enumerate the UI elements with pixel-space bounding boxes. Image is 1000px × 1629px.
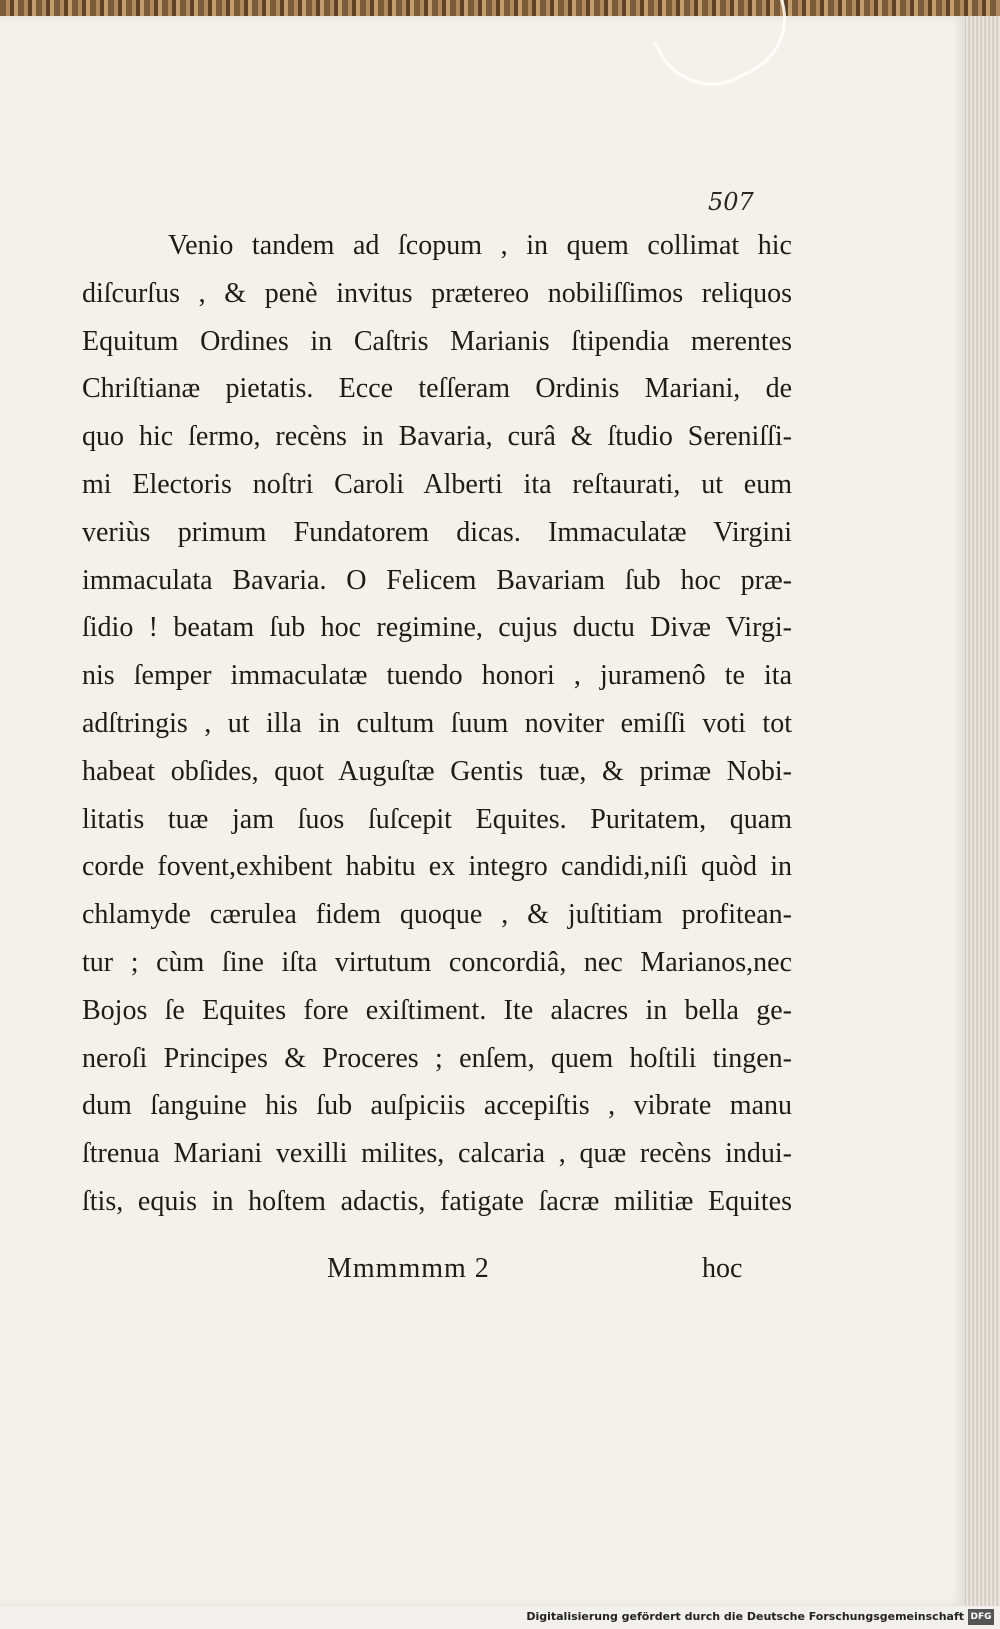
text-line: litatis tuæ jam ſuos ſuſcepit Equites. Puritatem, quam [82, 803, 792, 835]
book-edge-decoration [0, 0, 1000, 16]
funding-credit: Digitalisierung gefördert durch die Deutsche Forschungsgemeinschaft [526, 1610, 964, 1623]
text-line: chlamyde cærulea fidem quoque , & juſtitiam profitean- [82, 899, 792, 931]
text-line: nis ſemper immaculatæ tuendo honori , juramenô te ita [82, 660, 792, 692]
dfg-logo: DFG [968, 1609, 994, 1625]
signature-mark: Mmmmmm 2 [327, 1253, 490, 1284]
page-stack-edge [965, 16, 1000, 1606]
text-line: immaculata Bavaria. O Felicem Bavariam ſub hoc præ- [82, 564, 792, 596]
text-line: diſcurſus , & penè invitus prætereo nobiliſſimos reliquos [82, 277, 792, 309]
text-line: Equitum Ordines in Caſtris Marianis ſtipendia merentes [82, 325, 792, 357]
text-line: mi Electoris noſtri Caroli Alberti ita reſtaurati, ut eum [82, 468, 792, 500]
text-line: corde fovent,exhibent habitu ex integro candidi,niſi quòd in [82, 851, 792, 883]
text-line: Venio tandem ad ſcopum , in quem collimat hic [168, 230, 792, 261]
text-line: adſtringis , ut illa in cultum ſuum noviter emiſſi voti tot [82, 707, 792, 739]
text-line: veriùs primum Fundatorem dicas. Immaculatæ Virgini [82, 516, 792, 548]
text-line: tur ; cùm ſine iſta virtutum concordiâ, nec Marianos,nec [82, 946, 792, 978]
catchword: hoc [702, 1253, 743, 1284]
text-line: dum ſanguine his ſub auſpiciis accepiſtis , vibrate manu [82, 1090, 792, 1122]
page-footer-line [82, 1253, 792, 1293]
text-line: neroſi Principes & Proceres ; enſem, quem hoſtili tingen- [82, 1042, 792, 1074]
text-line: quo hic ſermo, recèns in Bavaria, curâ & ſtudio Sereniſſi- [82, 421, 792, 453]
text-line: ſtis, equis in hoſtem adactis, fatigate ſacræ militiæ Equites [82, 1185, 792, 1217]
digitization-footer [0, 1606, 1000, 1629]
page-number: 507 [708, 188, 754, 216]
text-line: ſtrenua Mariani vexilli milites, calcaria , quæ recèns indui- [82, 1138, 792, 1170]
text-line: ſidio ! beatam ſub hoc regimine, cujus ductu Divæ Virgi- [82, 612, 792, 644]
text-line: Chriſtianæ pietatis. Ecce teſſeram Ordinis Mariani, de [82, 373, 792, 405]
body-text [82, 222, 792, 1226]
text-line: habeat obſides, quot Auguſtæ Gentis tuæ, & primæ Nobi- [82, 755, 792, 787]
text-line: Bojos ſe Equites fore exiſtiment. Ite alacres in bella ge- [82, 994, 792, 1026]
